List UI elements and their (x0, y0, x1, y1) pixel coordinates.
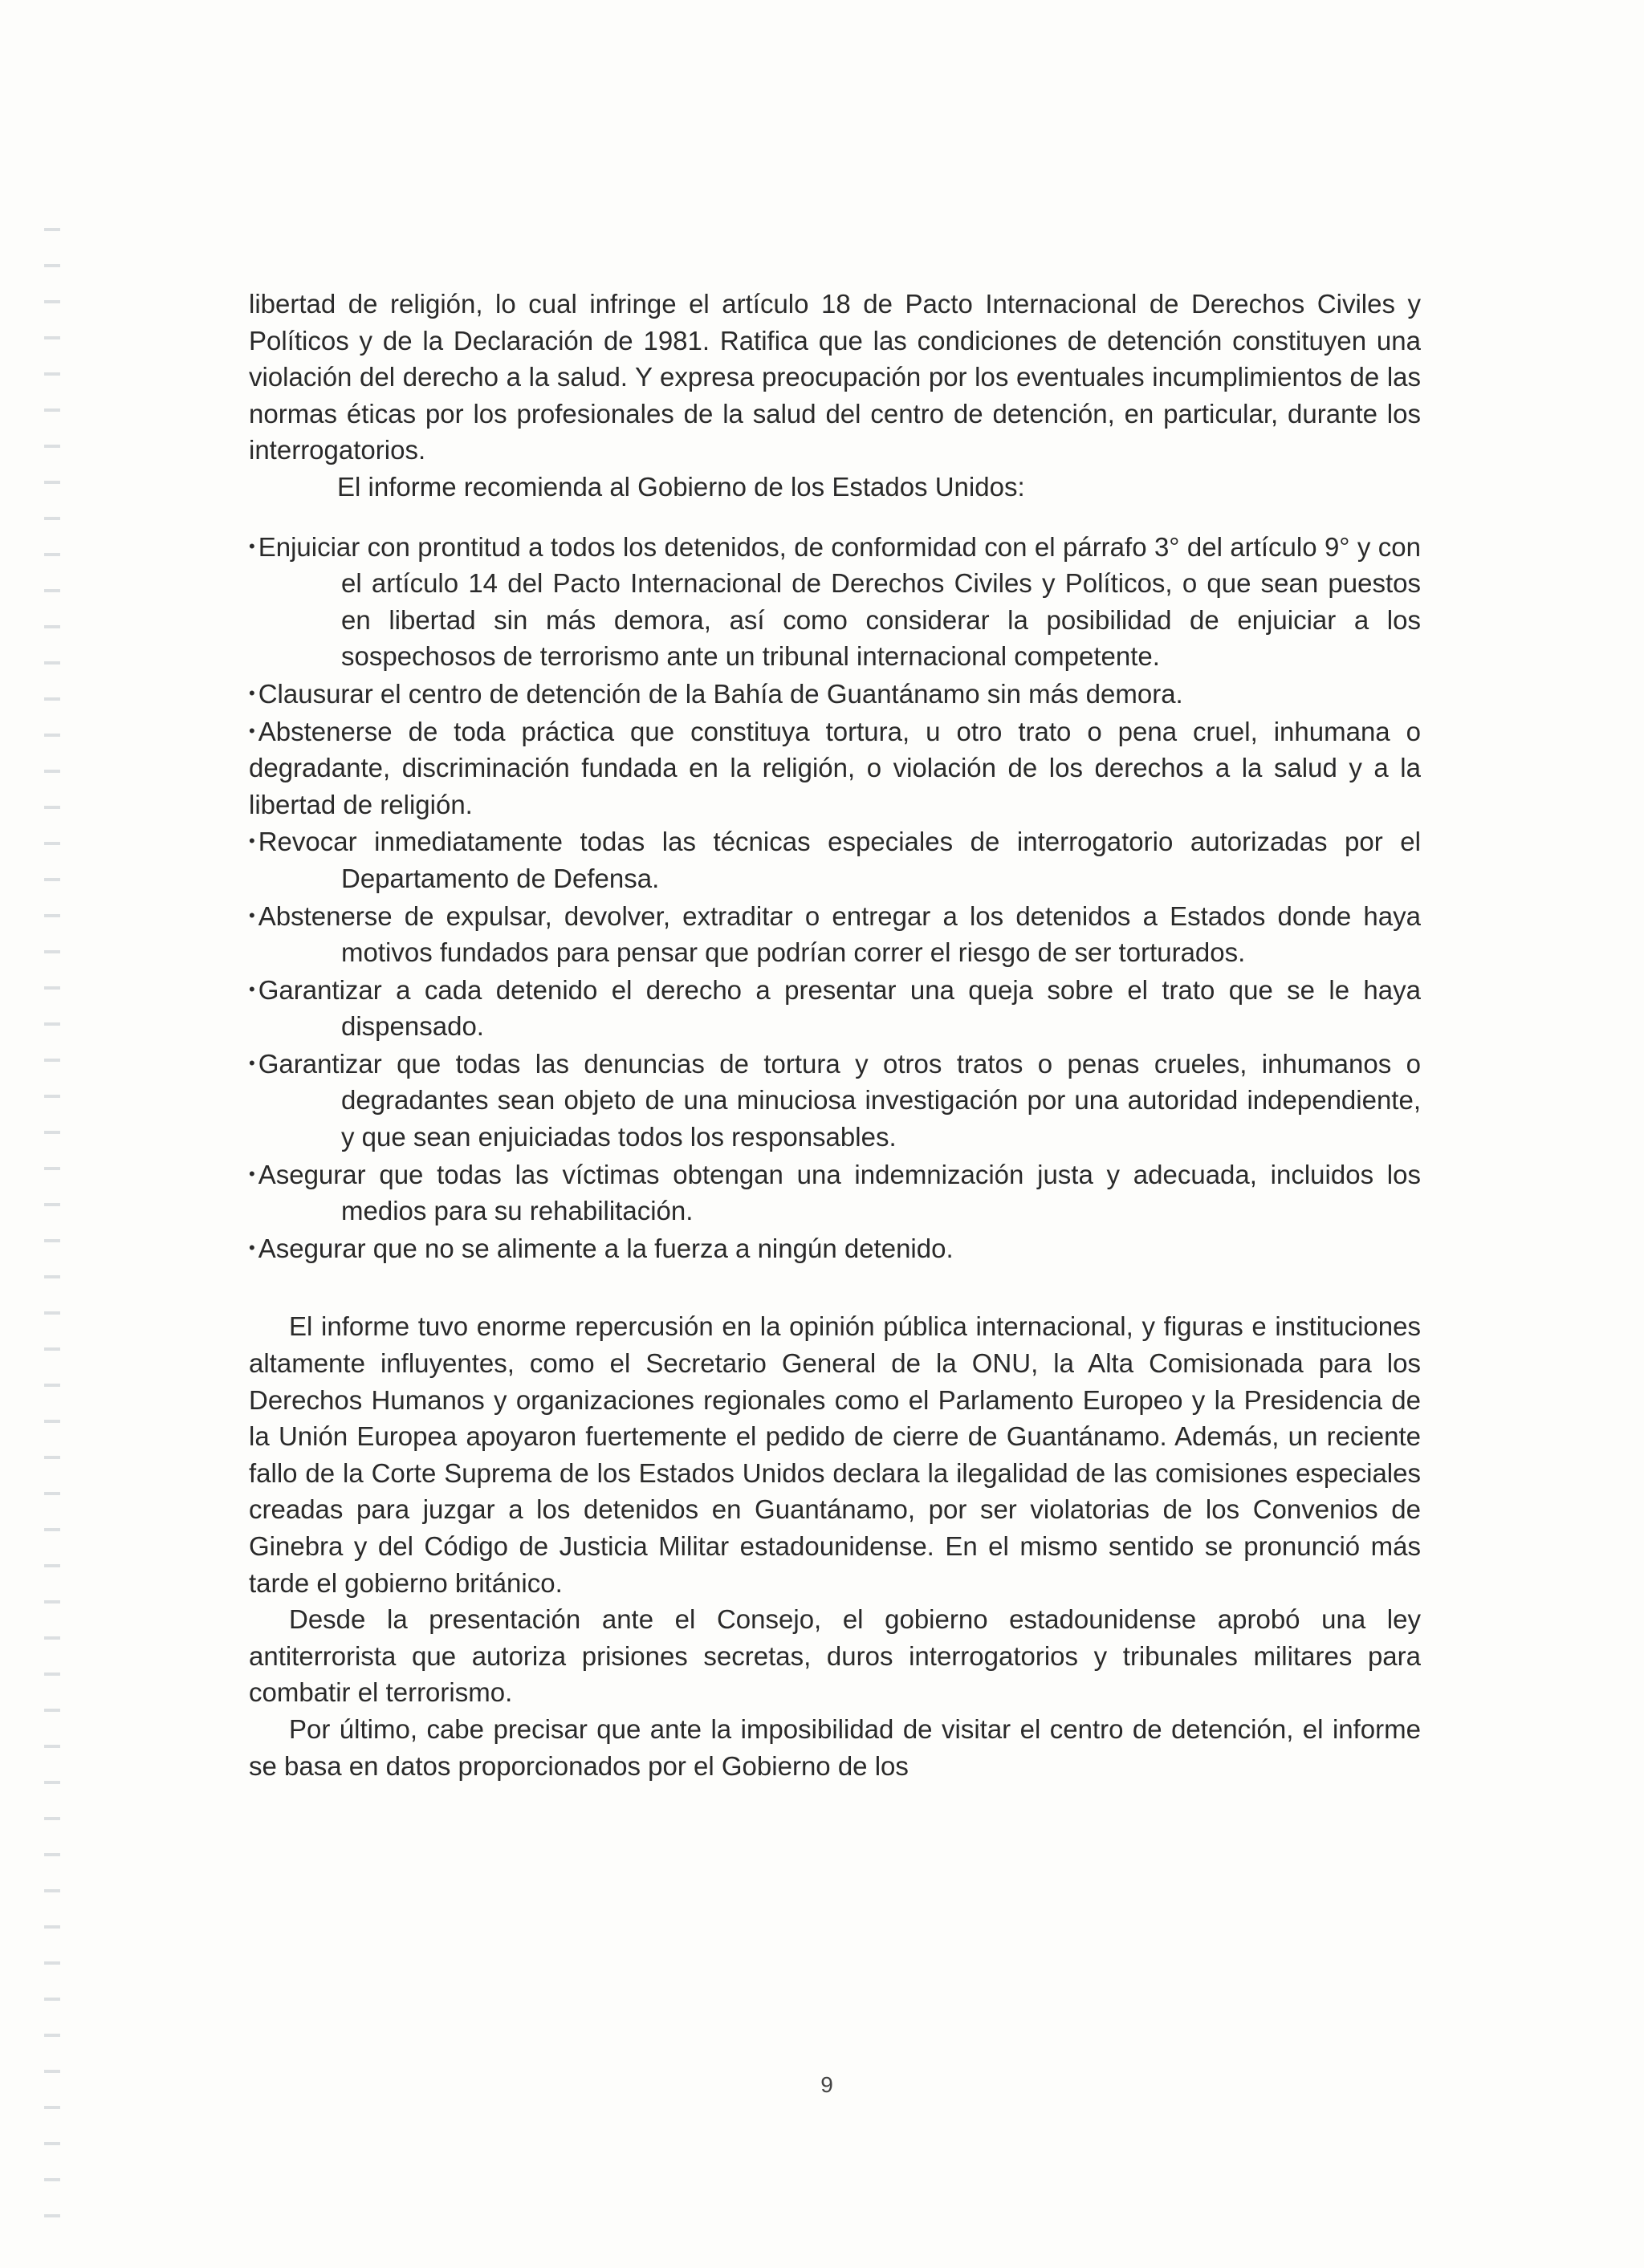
page-body (249, 286, 1421, 1784)
list-item (249, 823, 1421, 896)
bullet-icon: • (249, 1163, 255, 1184)
recommendation-text: Garantizar a cada detenido el derecho a presentar una queja sobre el trato que se le haya dispensado. (258, 974, 1421, 1042)
bullet-icon: • (249, 904, 255, 925)
bullet-icon: • (249, 1052, 255, 1073)
recommendation-text: Asegurar que todas las víctimas obtengan una indemnización justa y adecuada, incluidos los medios para su rehabilitación. (258, 1159, 1421, 1226)
paragraph-recommendations-intro: El informe recomienda al Gobierno de los Estados Unidos: (337, 471, 1025, 502)
recommendation-text: Abstenerse de expulsar, devolver, extraditar o entregar a los detenidos a Estados donde haya motivos fundados para pensar que podrían correr el riesgo de ser torturados. (258, 900, 1421, 968)
bullet-icon: • (249, 682, 255, 703)
list-item (249, 713, 1421, 823)
paragraph-antiterrorism-law: Desde la presentación ante el Consejo, el gobierno estadounidense aprobó una ley antiterrorista que autoriza prisiones secretas, duros interrogatorios y tribunales militares para combatir el terrorismo. (249, 1604, 1421, 1708)
recommendation-text: Abstenerse de toda práctica que constituya tortura, u otro trato o pena cruel, inhumana o degradante, discriminación fundada en la religión, o violación de los derechos a la salud y a la libertad de religión. (249, 716, 1421, 819)
list-item (249, 971, 1421, 1045)
recommendation-text: Asegurar que no se alimente a la fuerza a ningún detenido. (258, 1233, 954, 1263)
list-item (249, 1230, 1421, 1267)
list-item (249, 897, 1421, 971)
recommendation-text: Garantizar que todas las denuncias de tortura y otros tratos o penas crueles, inhumanos o degradantes sean objeto de una minuciosa investigación por una autoridad independiente, y que sean enjuiciadas todos los responsables. (258, 1048, 1421, 1152)
list-item (249, 1156, 1421, 1230)
list-item (249, 675, 1421, 713)
paragraph-closing-note: Por último, cabe precisar que ante la imposibilidad de visitar el centro de detención, el informe se basa en datos proporcionados por el Gobierno de los (249, 1713, 1421, 1781)
bullet-icon: • (249, 831, 255, 852)
binding-hole-marks (44, 201, 60, 2239)
list-item (249, 1045, 1421, 1156)
paragraph-religion-health: libertad de religión, lo cual infringe el artículo 18 de Pacto Internacional de Derechos Civiles y Políticos y de la Declaración de 1981. Ratifica que las condiciones de detención constituyen una violación del derecho a la salud. Y expresa preocupación por los eventuales incumplimientos de las normas éticas por los profesionales de la salud del centro de detención, en particular, durante los interrogatorios. (249, 289, 1421, 465)
bullet-icon: • (249, 535, 255, 556)
recommendations-list (249, 528, 1421, 1267)
recommendation-text: Revocar inmediatamente todas las técnicas especiales de interrogatorio autorizadas por el Departamento de Defensa. (258, 827, 1421, 893)
recommendation-text: Enjuiciar con prontitud a todos los detenidos, de conformidad con el párrafo 3° del artículo 9° y con el artículo 14 del Pacto Internacional de Derechos Civiles y Políticos, o que sean puestos en libertad sin más demora, así como considerar la posibilidad de enjuiciar a los sospechosos de terrorismo ante un tribunal internacional competente. (258, 531, 1421, 672)
page-number: 9 (820, 2072, 833, 2097)
recommendation-text: Clausurar el centro de detención de la Bahía de Guantánamo sin más demora. (258, 678, 1183, 709)
bullet-icon: • (249, 720, 255, 741)
bullet-icon: • (249, 1237, 255, 1258)
list-item (249, 528, 1421, 675)
bullet-icon: • (249, 978, 255, 999)
paragraph-international-repercussion: El informe tuvo enorme repercusión en la opinión pública internacional, y figuras e instituciones altamente influyentes, como el Secretario General de la ONU, la Alta Comisionada para los Derechos Humanos y organizaciones regionales como el Parlamento Europeo y la Presidencia de la Unión Europea apoyaron fuertemente el pedido de cierre de Guantánamo. Además, un reciente fallo de la Corte Suprema de los Estados Unidos declara la ilegalidad de las comisiones especiales creadas para juzgar a los detenidos en Guantánamo, por ser violatorias de los Convenios de Ginebra y del Código de Justicia Militar estadounidense. En el mismo sentido se pronunció más tarde el gobierno británico. (249, 1311, 1421, 1598)
